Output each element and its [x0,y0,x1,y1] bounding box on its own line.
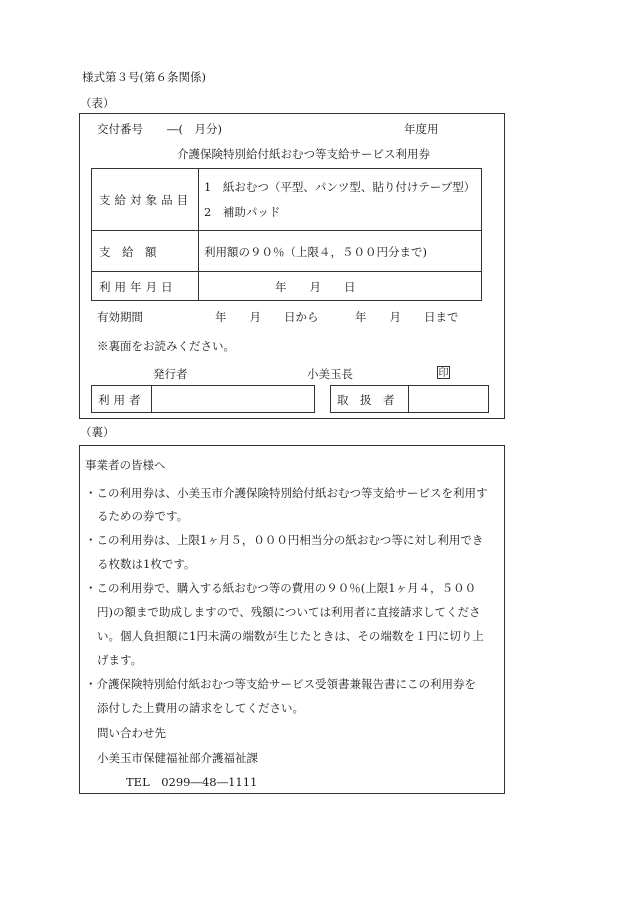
user-label: 利用者 [98,393,145,407]
back-side-label: （裏） [80,425,115,439]
bullet-4-line-1: ・介護保険特別給付紙おむつ等支給サービス受領書兼報告書にこの利用券を [85,677,476,691]
amount-label: 支 給 額 [99,245,157,259]
table-divider [198,168,199,301]
bullet-3-line-1: ・この利用券で、購入する紙おむつ等の費用の９０％(上限1ヶ月４，５００ [85,581,477,595]
table-rule [91,271,482,272]
bullet-2-line-2: る枚数は1枚です。 [97,557,196,571]
bullet-4-line-2: 添付した上費用の請求をしてください。 [97,701,304,715]
form-number: 様式第３号(第６条関係) [82,70,206,84]
issuer-label: 発行者 [153,367,188,381]
items-label: 支給対象品目 [99,193,193,207]
validity-label: 有効期間 [97,310,143,324]
bullet-1-line-2: るための券です。 [97,509,189,523]
fiscal-year-label: 年度用 [404,122,439,136]
seal-mark: 印 [438,368,449,379]
bullet-1-line-1: ・この利用券は、小美玉市介護保険特別給付紙おむつ等支給サービスを利用す [85,486,488,500]
table-rule [91,230,482,231]
handler-field [408,385,489,413]
issue-number-field: ―( 月分) [167,122,222,136]
usage-date-field: 年 月 日 [275,280,356,294]
issue-number-label: 交付番号 [97,122,143,136]
user-field [151,385,315,413]
read-back-note: ※裏面をお読みください。 [97,339,235,353]
usage-date-label: 利用年月日 [99,280,177,294]
coupon-title: 介護保険特別給付紙おむつ等支給サービス利用券 [177,147,430,161]
issuer-name: 小美玉長 [307,367,353,381]
bullet-2-line-1: ・この利用券は、上限1ヶ月５，０００円相当分の紙おむつ等に対し利用でき [85,533,484,547]
bullet-3-line-2: 円)の額まで助成しますので、残額については利用者に直接請求してくださ [97,605,481,619]
handler-label: 取 扱 者 [337,393,395,407]
bullet-3-line-3: い。個人負担額に1円未満の端数が生じたときは、その端数を１円に切り上 [97,629,484,643]
contact-phone: TEL 0299―48―1111 [126,775,258,789]
amount-value: 利用額の９０％（上限４，５００円分まで) [204,245,427,259]
item-pads: 2 補助パッド [204,205,281,219]
bullet-3-line-4: げます。 [97,653,143,667]
back-greeting: 事業者の皆様へ [85,458,166,472]
validity-to: 年 月 日まで [355,310,459,324]
validity-from: 年 月 日から [215,310,319,324]
item-diapers: 1 紙おむつ（平型、パンツ型、貼り付けテープ型） [204,180,476,194]
front-side-label: （表） [80,96,115,110]
contact-label: 問い合わせ先 [97,726,166,740]
contact-department: 小美玉市保健福祉部介護福祉課 [97,751,258,765]
